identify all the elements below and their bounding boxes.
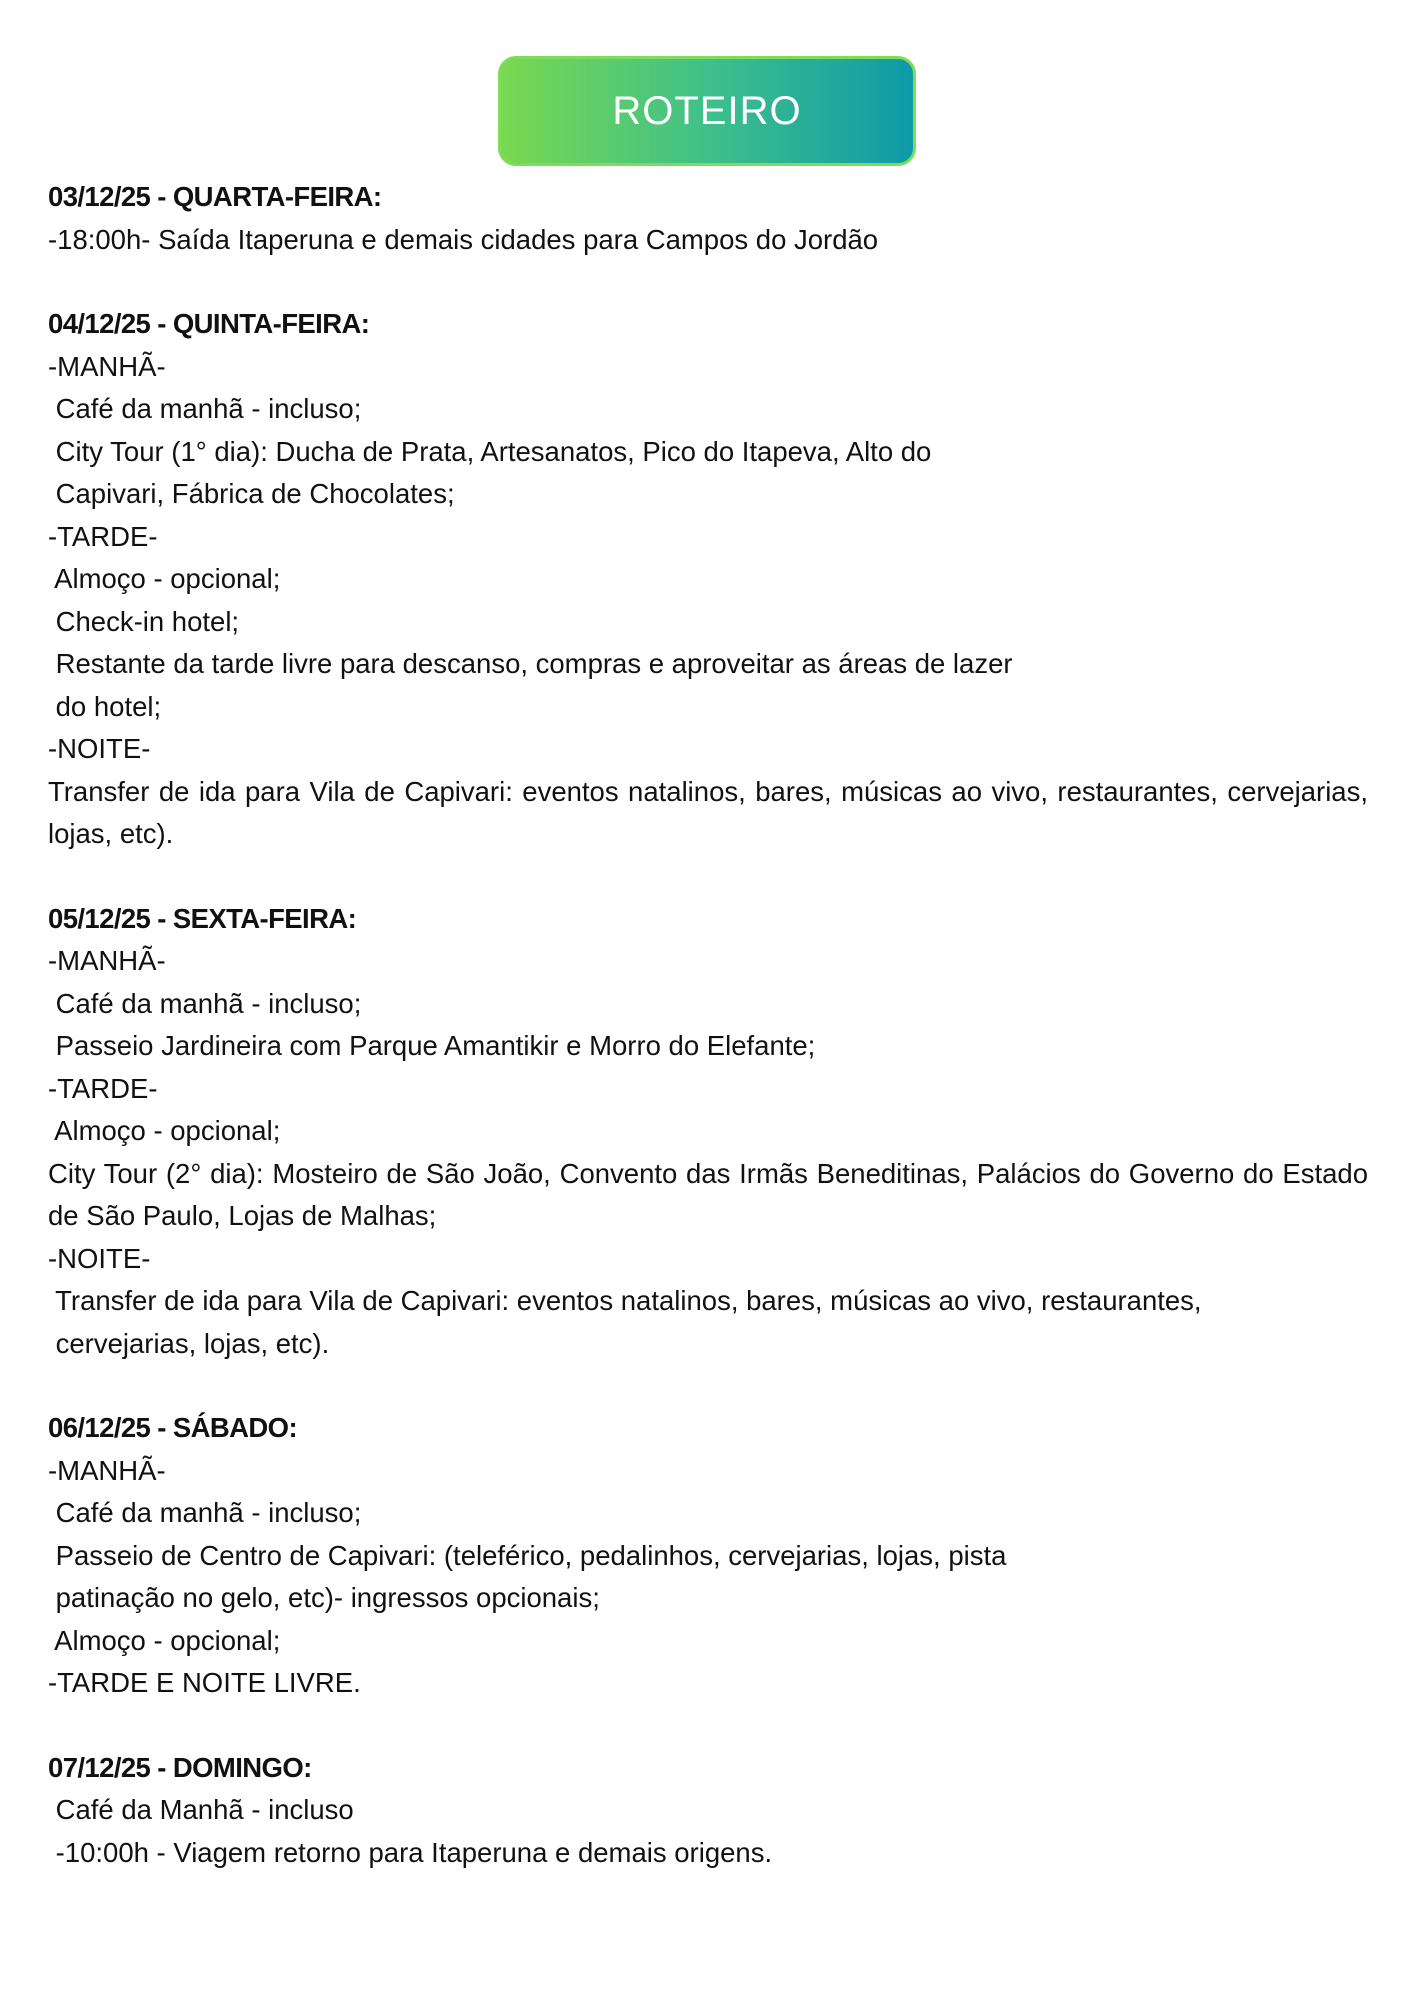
itinerary-line: Capivari, Fábrica de Chocolates; bbox=[48, 478, 455, 509]
itinerary-line: cervejarias, lojas, etc). bbox=[48, 1327, 330, 1359]
itinerary-line: Check-in hotel; bbox=[48, 605, 240, 637]
day-section bbox=[48, 303, 1368, 856]
day-section bbox=[48, 1407, 1368, 1705]
itinerary bbox=[48, 176, 1368, 1916]
period-label: -MANHÃ- bbox=[48, 945, 166, 976]
itinerary-line: City Tour (2° dia): Mosteiro de São João, Convento das Irmãs Beneditinas, Palácios do Governo do Estado de São Paulo, Lojas de Malhas; bbox=[48, 1157, 1368, 1231]
title-banner-wrap bbox=[0, 56, 1414, 166]
itinerary-line: -18:00h- Saída Itaperuna e demais cidades para Campos do Jordão bbox=[48, 223, 879, 255]
day-section bbox=[48, 176, 1368, 261]
day-heading: 05/12/25 - SEXTA-FEIRA: bbox=[48, 902, 357, 934]
period-label: -TARDE- bbox=[48, 1072, 158, 1104]
period-label: -TARDE E NOITE LIVRE. bbox=[48, 1667, 361, 1698]
itinerary-line: Café da manhã - incluso; bbox=[48, 393, 362, 424]
itinerary-line: Café da Manhã - incluso bbox=[48, 1794, 354, 1825]
itinerary-line: Almoço - opcional; bbox=[48, 563, 281, 594]
itinerary-line: Transfer de ida para Vila de Capivari: eventos natalinos, bares, músicas ao vivo, restaurantes, bbox=[48, 1285, 1202, 1316]
itinerary-line: Passeio de Centro de Capivari: (teleférico, pedalinhos, cervejarias, lojas, pista bbox=[48, 1539, 1007, 1571]
period-label: -NOITE- bbox=[48, 733, 151, 764]
day-section bbox=[48, 898, 1368, 1366]
itinerary-line: patinação no gelo, etc)- ingressos opcionais; bbox=[48, 1582, 600, 1613]
period-label: -TARDE- bbox=[48, 520, 158, 552]
itinerary-line: Café da manhã - incluso; bbox=[48, 1497, 362, 1528]
itinerary-line: City Tour (1° dia): Ducha de Prata, Artesanatos, Pico do Itapeva, Alto do bbox=[48, 435, 932, 467]
itinerary-line: Almoço - opcional; bbox=[48, 1624, 281, 1656]
day-heading: 07/12/25 - DOMINGO: bbox=[48, 1751, 312, 1783]
day-section bbox=[48, 1747, 1368, 1875]
itinerary-line: Transfer de ida para Vila de Capivari: eventos natalinos, bares, músicas ao vivo, restaurantes, cervejarias, lojas, etc). bbox=[48, 775, 1368, 849]
period-label: -MANHÃ- bbox=[48, 350, 166, 382]
day-heading: 04/12/25 - QUINTA-FEIRA: bbox=[48, 308, 370, 339]
itinerary-line: Passeio Jardineira com Parque Amantikir e Morro do Elefante; bbox=[48, 1030, 816, 1061]
itinerary-line: do hotel; bbox=[48, 690, 162, 722]
period-label: -MANHÃ- bbox=[48, 1454, 166, 1486]
title-banner bbox=[498, 56, 916, 166]
page-title: ROTEIRO bbox=[612, 88, 802, 133]
itinerary-line: -10:00h - Viagem retorno para Itaperuna e demais origens. bbox=[48, 1836, 773, 1868]
day-heading: 06/12/25 - SÁBADO: bbox=[48, 1412, 298, 1443]
period-label: -NOITE- bbox=[48, 1242, 151, 1274]
itinerary-line: Almoço - opcional; bbox=[48, 1115, 281, 1146]
itinerary-line: Café da manhã - incluso; bbox=[48, 987, 362, 1019]
day-heading: 03/12/25 - QUARTA-FEIRA: bbox=[48, 181, 382, 212]
itinerary-line: Restante da tarde livre para descanso, compras e aproveitar as áreas de lazer bbox=[48, 648, 1013, 679]
